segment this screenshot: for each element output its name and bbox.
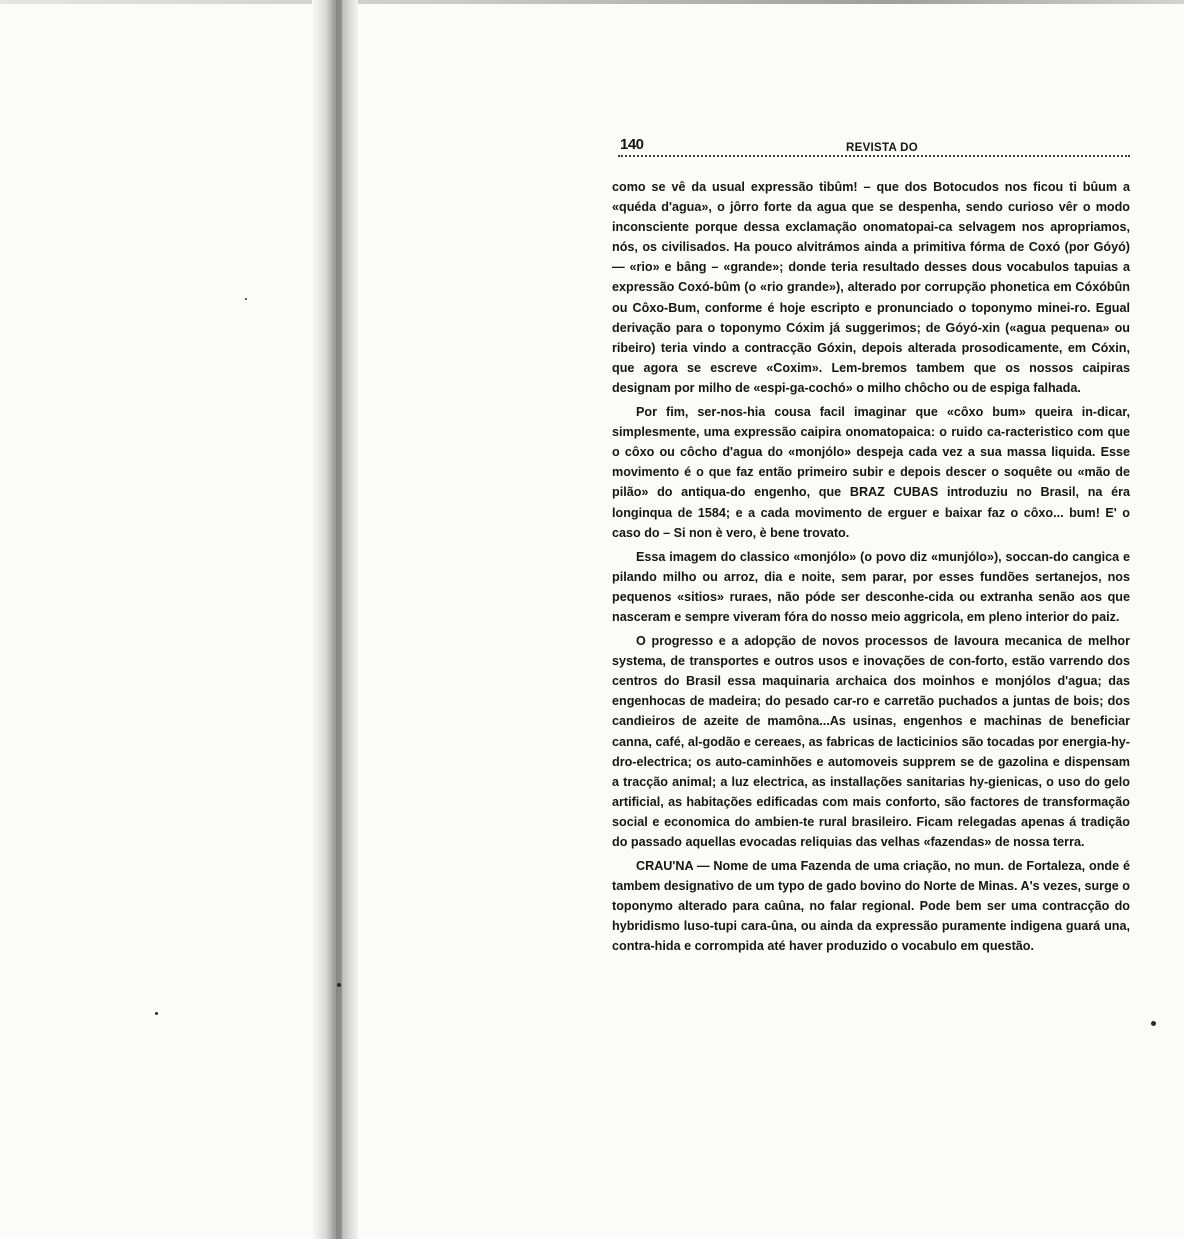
paragraph: Por fim, ser-nos-hia cousa facil imaginar que «côxo bum» queira in-dicar, simplesmente, uma expressão caipira onomatopaica: o ruido ca-racteristico com que o côxo ou côcho d'agua do «monjólo» despeja cada vez a sua massa liquida. Esse movimento é o que faz então primeiro subir e depois descer o soquête ou «mão de pilão» do antiqua-do engenho, que BRAZ CUBAS introduziu no Brasil, na éra longinqua de 1584; e a cada movimento de erguer e baixar faz o côxo... bum! E' o caso do – Si non è vero, è bene trovato.: [612, 405, 1130, 540]
paragraph: CRAU'NA — Nome de uma Fazenda de uma criação, no mun. de Fortaleza, onde é tambem designativo de um typo de gado bovino do Norte de Minas. A's vezes, surge o toponymo alterado para caûna, no falar regional. Pode bem ser uma contracção do hybridismo luso-tupi cara-ûna, ou ainda da expressão puramente indigena guará una, contra-hida e corrompida até haver produzido o vocabulo em questão.: [612, 859, 1130, 954]
header-rule: [618, 155, 1130, 157]
paragraph: O progresso e a adopção de novos processos de lavoura mecanica de melhor systema, de transportes e outros usos e inovações de con-forto, estão varrendo dos centros do Brasil essa maquinaria archaica dos moinhos e monjólos d'agua; das engenhocas de madeira; do pesado car-ro e carretão puchados a juntas de bois; dos candieiros de azeite de mamôna...As usinas, engenhos e machinas de beneficiar canna, café, al-godão e cereaes, as fabricas de lacticinios são tocadas por energia-hy-dro-electrica; os auto-caminhões e automoveis supprem se de gazolina e dispensam a tracção animal; a luz electrica, as installações sanitarias hy-gienicas, o uso do gelo artificial, as habitações edificadas com mais conforto, são factores de transformação social e economica do ambien-te rural brasileiro. Ficam relegadas apenas á tradição do passado aquellas evocadas reliquias das velhas «fazendas» de nossa terra.: [612, 634, 1130, 849]
book-gutter-fold: [336, 0, 342, 1239]
scan-speck: [155, 1012, 158, 1015]
book-gutter-shadow: [312, 0, 358, 1239]
scan-speck: [337, 983, 341, 987]
scan-speck: [245, 298, 247, 300]
book-page: [612, 128, 1130, 954]
paragraph: Essa imagem do classico «monjólo» (o povo diz «munjólo»), soccan-do cangica e pilando milho ou arroz, dia e noite, sem parar, por esses fundões sertanejos, nos pequenos «sitios» ruraes, não póde ser desconhe-cida ou extranha senão aos que nasceram e sempre viveram fóra do nosso meio aggricola, em pleno interior do paiz.: [612, 549, 1130, 624]
paragraph: como se vê da usual expressão tibûm! – que dos Botocudos nos ficou ti bûum a «quéda d'agua», o jôrro forte da agua que se despenha, sendo curioso vêr o modo inconsciente porque dessa exclamação onomatopai-ca selvagem nos apropriamos, nós, os civilisados. Ha pouco alvitrámos ainda a primitiva fórma de Coxó (por Góyó) — «rio» e bâng – «grande»; donde teria resultado desses dous vocabulos tapuias a expressão Coxó-bûm (o «rio grande»), alterado por corrupção phonetica em Cóxóbûn ou Côxo-Bum, conforme é hoje escripto e pronunciado o toponymo minei-ro. Egual derivação para o toponymo Cóxim já suggerimos; de Góyó-xin («agua pequena» ou ribeiro) teria vindo a contracção Góxin, depois alterada prosodicamente, em Cóxin, que agora se escreve «Coxim». Lem-bremos tambem que os nossos caipiras designam por milho de «espi-ga-cochó» o milho chôcho ou de espiga falhada.: [612, 180, 1130, 395]
scan-speck: [1151, 1021, 1156, 1026]
body-text: [612, 177, 1130, 961]
page-top-edge: [0, 0, 1184, 4]
running-head: REVISTA DO: [846, 142, 919, 154]
page-header: [612, 128, 1130, 156]
page-number: 140: [620, 136, 644, 153]
